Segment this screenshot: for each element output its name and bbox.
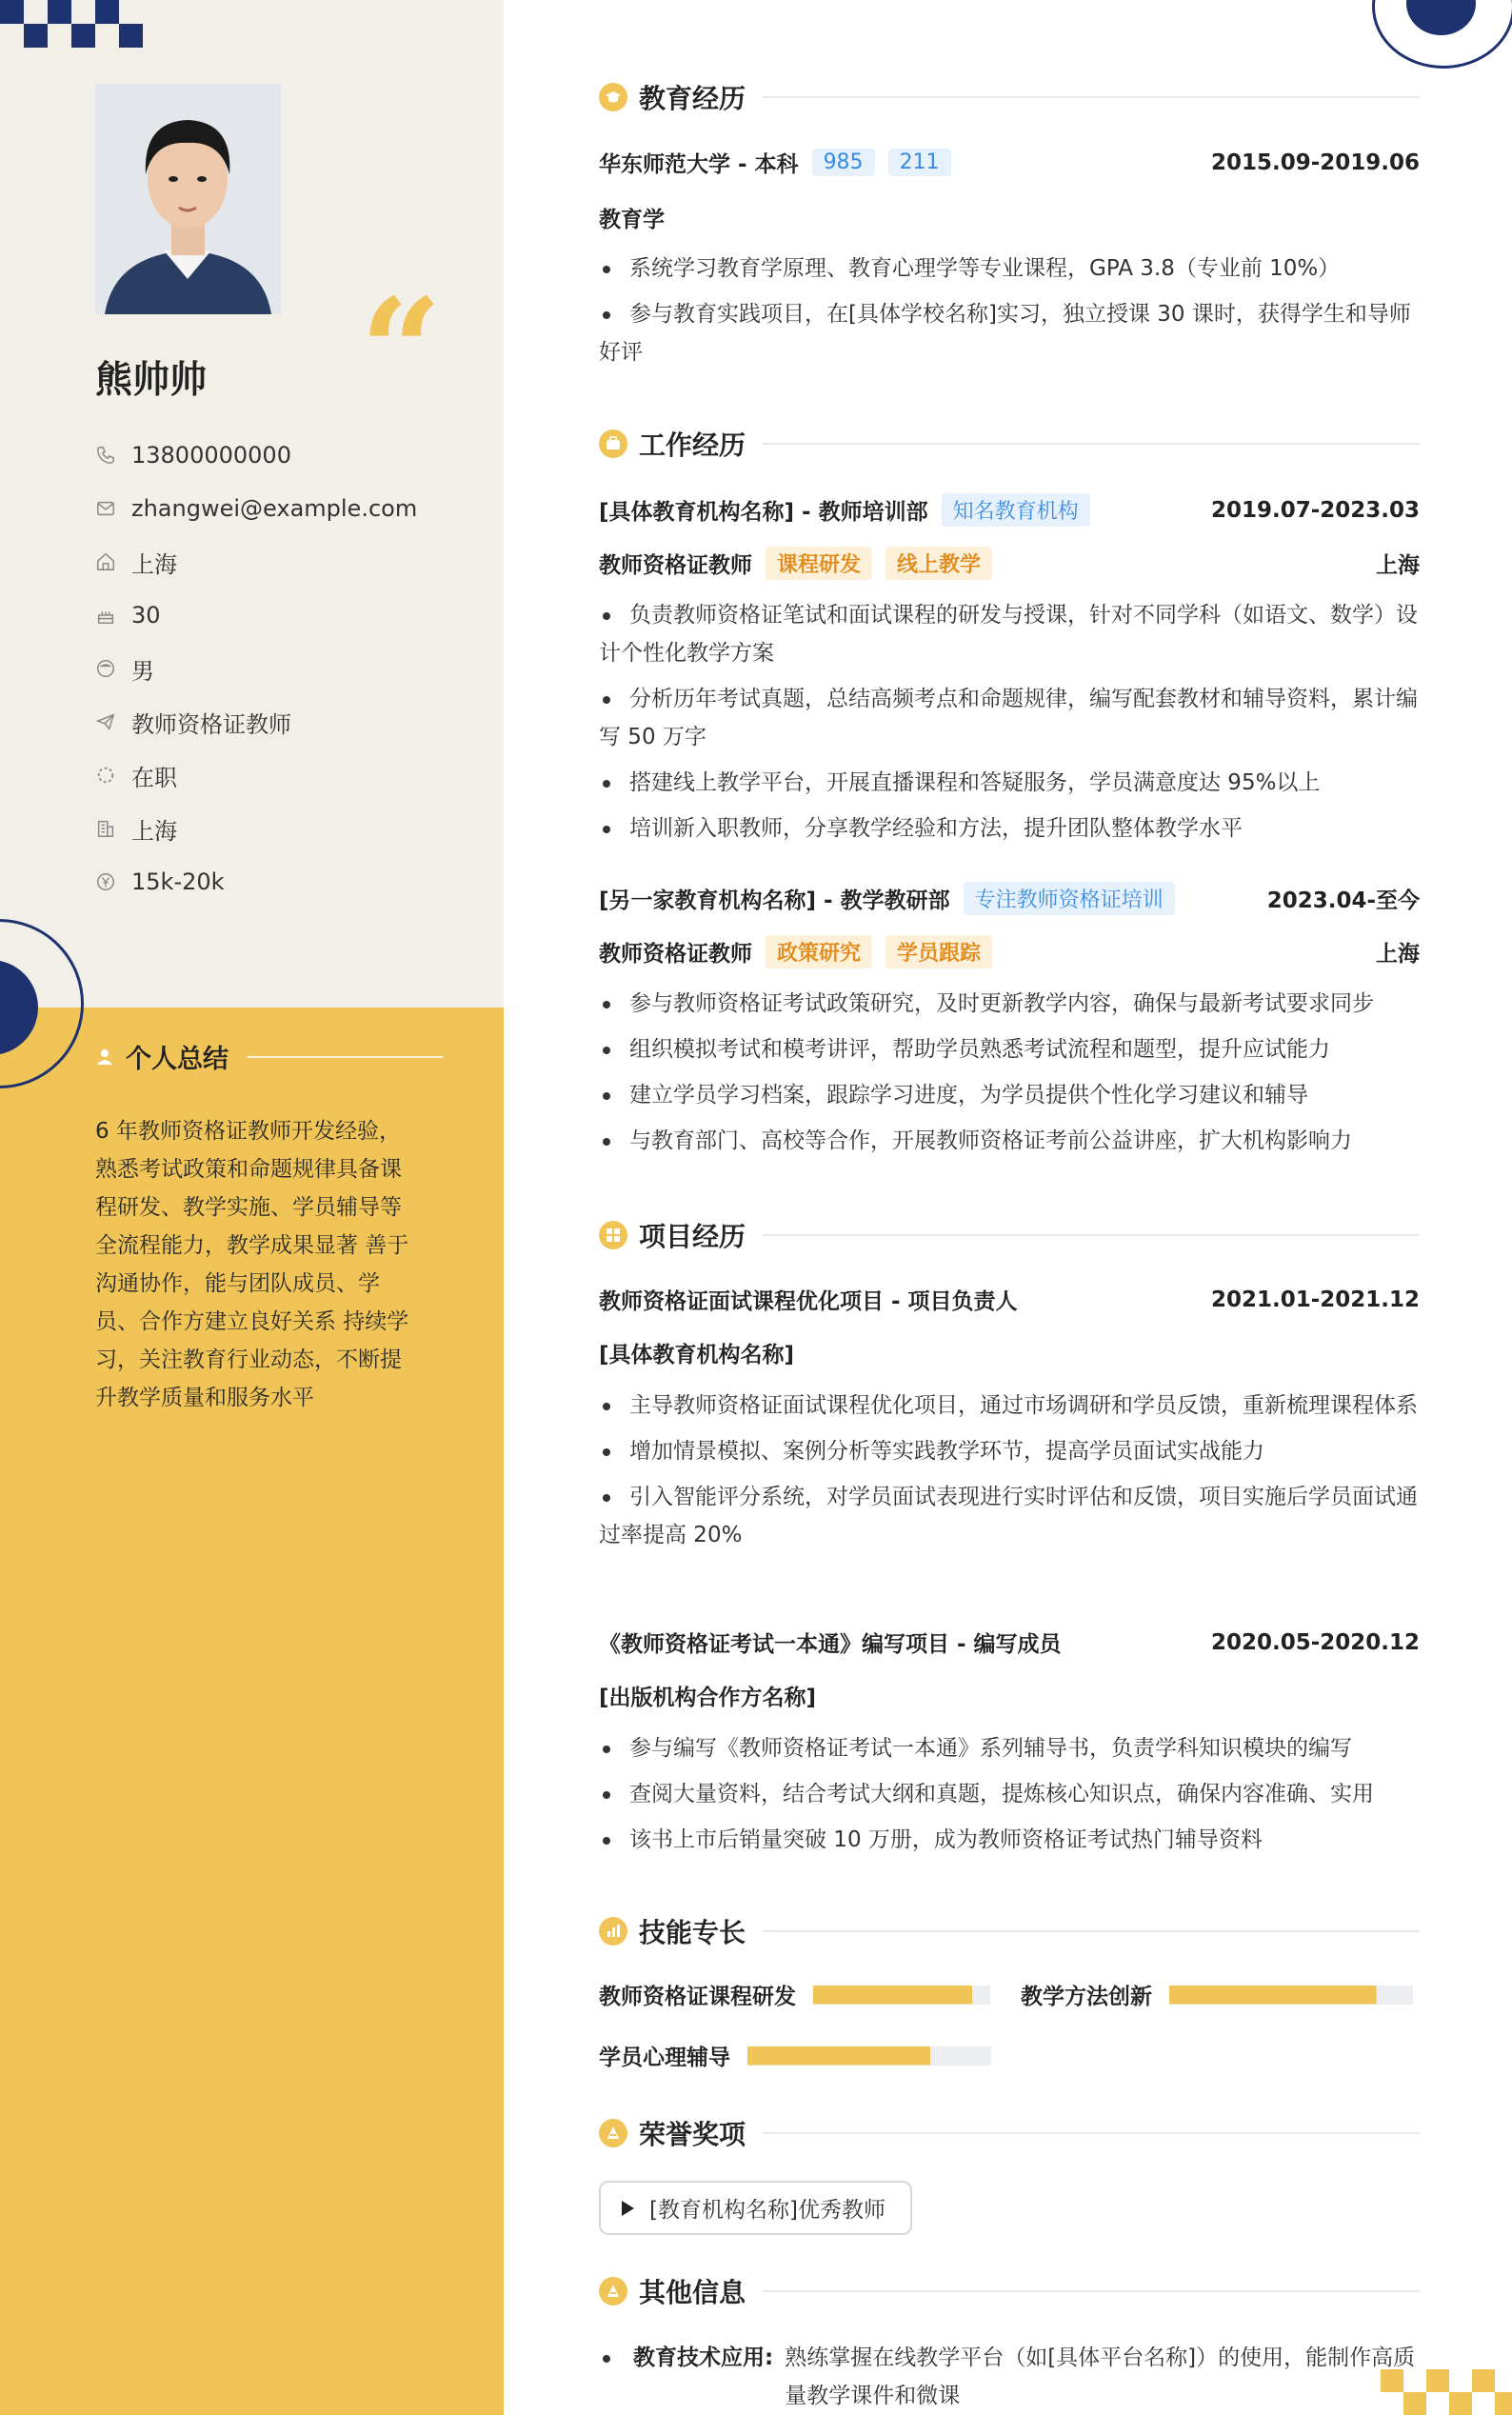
awards-heading xyxy=(599,2114,1420,2152)
job-date: 2019.07-2023.03 xyxy=(1210,497,1420,523)
skill-bar xyxy=(813,1986,990,2005)
skill-bar-fill xyxy=(1169,1986,1377,2005)
skill-bar xyxy=(1169,1986,1413,2005)
info-status xyxy=(95,748,417,802)
role-tag: 学员跟踪 xyxy=(885,935,992,968)
other-item xyxy=(599,2339,1420,2415)
projects-title: 项目经历 xyxy=(639,1221,746,1252)
list-item: 参与教育实践项目，在[具体学校名称]实习，独立授课 30 课时，获得学生和导师好评 xyxy=(599,295,1420,371)
work-heading xyxy=(599,425,1420,463)
project-header xyxy=(599,1627,1420,1658)
skill-name: 学员心理辅导 xyxy=(599,2046,730,2070)
job-bullets xyxy=(599,596,1420,855)
project-name: 教师资格证面试课程优化项目 - 项目负责人 xyxy=(599,1289,1018,1314)
awards-title: 荣誉奖项 xyxy=(639,2119,746,2150)
education-entry xyxy=(599,147,1420,178)
grid-icon xyxy=(599,1221,627,1249)
project-date: 2020.05-2020.12 xyxy=(1210,1629,1420,1655)
role-tag: 政策研究 xyxy=(766,935,872,968)
work-title: 工作经历 xyxy=(639,429,746,461)
info-city xyxy=(95,802,417,855)
skill-name: 教学方法创新 xyxy=(1021,1985,1152,2009)
info-phone xyxy=(95,429,417,482)
summary-heading xyxy=(95,1038,443,1075)
skill-item xyxy=(599,2040,991,2071)
sidebar xyxy=(0,0,504,2415)
info-gender xyxy=(95,642,417,695)
role-tag: 线上教学 xyxy=(885,547,992,580)
summary-divider xyxy=(248,1056,443,1058)
contact-info-list xyxy=(95,429,417,908)
info-icon xyxy=(599,2277,627,2305)
list-item: 主导教师资格证面试课程优化项目，通过市场调研和学员反馈，重新梳理课程体系 xyxy=(599,1387,1420,1425)
other-heading xyxy=(599,2272,1420,2310)
summary-title: 个人总结 xyxy=(126,1045,229,1074)
list-item: 组织模拟考试和模考讲评，帮助学员熟悉考试流程和题型，提升应试能力 xyxy=(599,1030,1420,1068)
phone-icon xyxy=(95,445,116,466)
list-item: 参与编写《教师资格证考试一本通》系列辅导书，负责学科知识模块的编写 xyxy=(599,1729,1420,1767)
project-header xyxy=(599,1284,1420,1315)
bullet-dot xyxy=(603,2355,610,2363)
other-title: 其他信息 xyxy=(639,2277,746,2308)
award-badge[interactable] xyxy=(599,2181,912,2235)
project-bullets xyxy=(599,1387,1420,1562)
school-tag: 985 xyxy=(812,149,875,176)
education-date: 2015.09-2019.06 xyxy=(1210,150,1420,175)
job-role-row xyxy=(599,935,1420,968)
salary-text: 15k-20k xyxy=(131,868,225,895)
company-name: [具体教育机构名称] - 教师培训部 xyxy=(599,500,928,525)
list-item: 与教育部门、高校等合作，开展教师资格证考前公益讲座，扩大机构影响力 xyxy=(599,1122,1420,1160)
list-item: 搭建线上教学平台，开展直播课程和答疑服务，学员满意度达 95%以上 xyxy=(599,764,1420,802)
position-text: 教师资格证教师 xyxy=(131,710,291,738)
gender-icon xyxy=(95,658,116,679)
email-icon xyxy=(95,498,116,519)
award-text: [教育机构名称]优秀教师 xyxy=(649,2198,885,2223)
other-key: 教育技术应用: xyxy=(633,2345,774,2370)
briefcase-icon xyxy=(599,429,627,458)
status-icon xyxy=(95,765,116,786)
skill-bar-fill xyxy=(813,1986,972,2005)
person-icon xyxy=(95,1048,114,1067)
company-tag: 专注教师资格证培训 xyxy=(964,882,1175,915)
list-item: 培训新入职教师，分享教学经验和方法，提升团队整体教学水平 xyxy=(599,809,1420,848)
skills-title: 技能专长 xyxy=(639,1917,746,1948)
status-text: 在职 xyxy=(131,764,177,791)
role-tag: 课程研发 xyxy=(766,547,872,580)
info-email xyxy=(95,482,417,535)
major: 教育学 xyxy=(599,208,665,232)
list-item: 负责教师资格证笔试和面试课程的研发与授课，针对不同学科（如语文、数学）设计个性化教学方案 xyxy=(599,596,1420,672)
project-name: 《教师资格证考试一本通》编写项目 - 编写成员 xyxy=(599,1632,1062,1657)
phone-text: 13800000000 xyxy=(131,442,291,469)
job-bullets xyxy=(599,985,1420,1168)
job-header xyxy=(599,882,1420,915)
home-icon xyxy=(95,551,116,572)
graduation-cap-icon xyxy=(599,83,627,111)
awards-divider xyxy=(763,2132,1420,2134)
award-icon xyxy=(599,2119,627,2147)
info-home xyxy=(95,535,417,589)
other-value: 熟练掌握在线教学平台（如[具体平台名称]）的使用，能制作高质量教学课件和微课 xyxy=(785,2345,1416,2408)
project-org: [出版机构合作方名称] xyxy=(599,1686,817,1710)
candidate-name: 熊帅帅 xyxy=(95,359,208,402)
play-icon xyxy=(622,2201,634,2216)
age-icon xyxy=(95,605,116,626)
skill-item xyxy=(1021,1979,1413,2010)
age-text: 30 xyxy=(131,602,161,629)
list-item: 引入智能评分系统，对学员面试表现进行实时评估和反馈，项目实施后学员面试通过率提高 20% xyxy=(599,1478,1420,1554)
company-name: [另一家教育机构名称] - 教学教研部 xyxy=(599,888,950,913)
list-item: 系统学习教育学原理、教育心理学等专业课程，GPA 3.8（专业前 10%） xyxy=(599,249,1420,288)
info-position xyxy=(95,695,417,748)
position-icon xyxy=(95,711,116,732)
project-date: 2021.01-2021.12 xyxy=(1210,1287,1420,1312)
skill-item xyxy=(599,1979,990,2010)
info-salary xyxy=(95,855,417,908)
education-divider xyxy=(763,96,1420,98)
projects-heading xyxy=(599,1216,1420,1254)
skill-bar xyxy=(747,2046,991,2066)
company-tag: 知名教育机构 xyxy=(942,493,1090,527)
education-bullets xyxy=(599,249,1420,379)
project-bullets xyxy=(599,1729,1420,1866)
job-role: 教师资格证教师 xyxy=(599,553,752,578)
city-icon xyxy=(95,818,116,839)
job-city: 上海 xyxy=(1376,553,1420,578)
gender-text: 男 xyxy=(131,657,154,685)
summary-text: 6 年教师资格证教师开发经验，熟悉考试政策和命题规律具备课程研发、教学实施、学员辅导等全流程能力，教学成果显著 善于沟通协作，能与团队成员、学员、合作方建立良好关系 持续学习，关注教育行业动态，不断提升教学质量和服务水平 xyxy=(95,1119,409,1410)
quote-mark-icon: “ xyxy=(360,268,443,435)
info-age xyxy=(95,589,417,642)
job-role-row xyxy=(599,547,1420,580)
education-heading xyxy=(599,78,1420,116)
home-text: 上海 xyxy=(131,550,177,578)
avatar xyxy=(95,84,281,314)
job-header xyxy=(599,493,1420,527)
list-item: 查阅大量资料，结合考试大纲和真题，提炼核心知识点，确保内容准确、实用 xyxy=(599,1775,1420,1813)
list-item: 建立学员学习档案，跟踪学习进度，为学员提供个性化学习建议和辅导 xyxy=(599,1076,1420,1114)
bar-chart-icon xyxy=(599,1917,627,1946)
list-item: 参与教师资格证考试政策研究，及时更新教学内容，确保与最新考试要求同步 xyxy=(599,985,1420,1023)
email-text: zhangwei@example.com xyxy=(131,495,418,522)
skill-name: 教师资格证课程研发 xyxy=(599,1985,796,2009)
other-divider xyxy=(763,2290,1420,2292)
school-name: 华东师范大学 - 本科 xyxy=(599,152,799,177)
list-item: 增加情景模拟、案例分析等实践教学环节，提高学员面试实战能力 xyxy=(599,1432,1420,1470)
list-item: 该书上市后销量突破 10 万册，成为教师资格证考试热门辅导资料 xyxy=(599,1821,1420,1859)
school-tag: 211 xyxy=(888,149,951,176)
checker-decoration xyxy=(0,0,143,48)
city-text: 上海 xyxy=(131,817,177,845)
skills-divider xyxy=(763,1930,1420,1932)
job-role: 教师资格证教师 xyxy=(599,942,752,967)
skills-heading xyxy=(599,1912,1420,1950)
project-org: [具体教育机构名称] xyxy=(599,1343,795,1367)
job-city: 上海 xyxy=(1376,942,1420,967)
education-title: 教育经历 xyxy=(639,83,746,114)
salary-icon xyxy=(95,871,116,892)
job-date: 2023.04-至今 xyxy=(1266,888,1420,913)
projects-divider xyxy=(763,1234,1420,1236)
list-item: 分析历年考试真题，总结高频考点和命题规律，编写配套教材和辅导资料，累计编写 50 万字 xyxy=(599,680,1420,756)
work-divider xyxy=(763,443,1420,445)
skill-bar-fill xyxy=(747,2046,930,2066)
